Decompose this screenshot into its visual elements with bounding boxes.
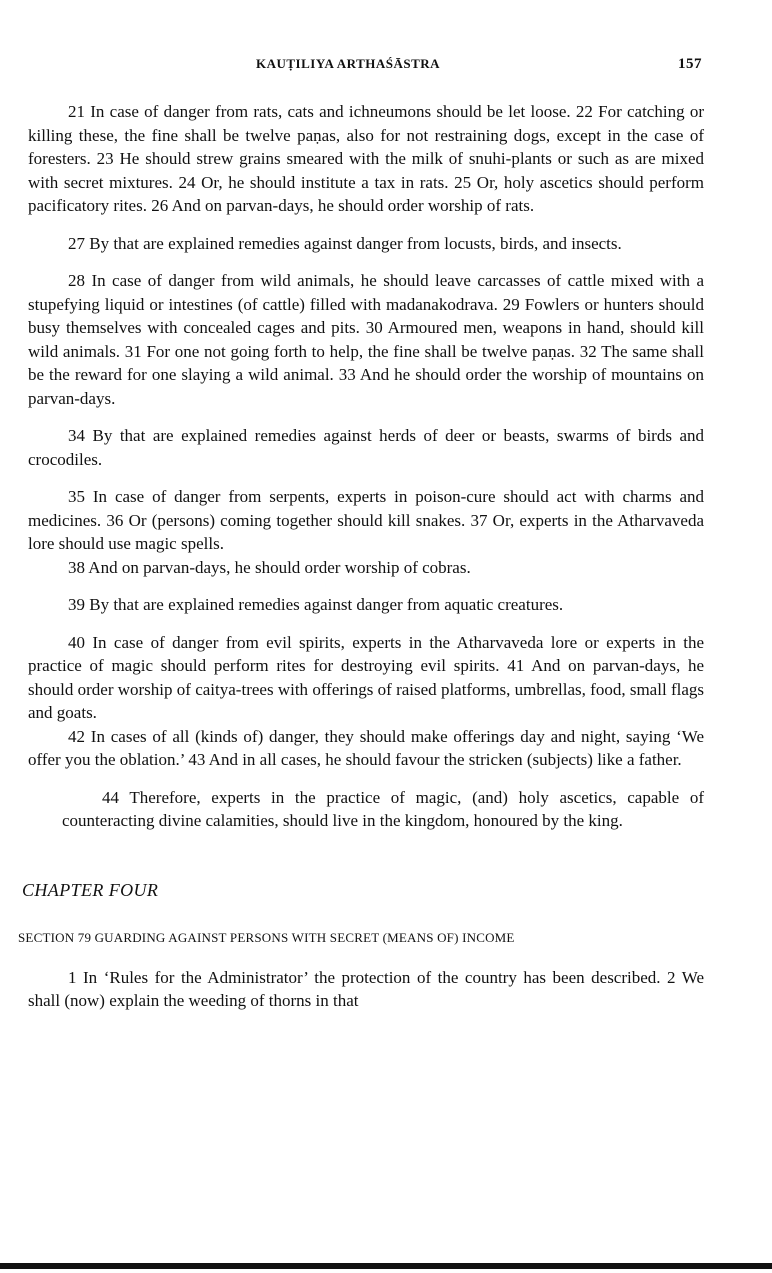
verse-44: 44 Therefore, experts in the practice of magic, (and) holy ascetics, capable of counteracting divine calamities, should live in the kingdom, honoured by the king.: [62, 787, 704, 830]
paragraph-42-43: 42 In cases of all (kinds of) danger, they should make offerings day and night, saying ‘We offer you the oblation.’ 43 And in all cases, he should favour the stricken (subjects) like a father.: [28, 726, 704, 769]
paragraph-40-41: 40 In case of danger from evil spirits, experts in the Atharvaveda lore or experts in the practice of magic should perform rites for destroying evil spirits. 41 And on parvan-days, he should order worship of caitya-trees with offerings of raised platforms, umbrellas, food, small flags and goats.: [28, 632, 704, 722]
running-title: KAUṬILIYA ARTHAŚĀSTRA: [256, 56, 441, 71]
bottom-rule: [0, 1263, 772, 1269]
body-text: [18, 100, 704, 1027]
closing-paragraph: 1 In ‘Rules for the Administrator’ the protection of the country has been described. 2 We shall (now) explain the weeding of thorns in that: [28, 967, 704, 1010]
paragraph-39: 39 By that are explained remedies against danger from aquatic creatures.: [68, 595, 564, 614]
page-number: 157: [678, 56, 702, 72]
paragraph-34: 34 By that are explained remedies against herds of deer or beasts, swarms of birds and crocodiles.: [28, 426, 704, 469]
paragraph-38: 38 And on parvan-days, he should order worship of cobras.: [68, 557, 471, 577]
paragraph-35-37: 35 In case of danger from serpents, experts in poison-cure should act with charms and medicines. 36 Or (persons) coming together should kill snakes. 37 Or, experts in the Atharvaveda lore should use magic spells.: [28, 487, 704, 553]
section-heading: SECTION 79 GUARDING AGAINST PERSONS WITH SECRET (MEANS OF) INCOME: [18, 930, 515, 945]
running-head: [0, 56, 772, 78]
paragraph-28-33: 28 In case of danger from wild animals, he should leave carcasses of cattle mixed with a stupefying liquid or intestines (of cattle) filled with madanakodrava. 29 Fowlers or hunters should busy themselves with concealed cages and pits. 30 Armoured men, weapons in hand, should kill wild animals. 31 For one not going forth to help, the fine shall be twelve paṇas. 32 The same shall be the reward for one slaying a wild animal. 33 And he should order the worship of mountains on parvan-days.: [28, 271, 704, 408]
paragraph-21-26: 21 In case of danger from rats, cats and ichneumons should be let loose. 22 For catching or killing these, the fine shall be twelve paṇas, also for not restraining dogs, except in the case of foresters. 23 He should strew grains smeared with the milk of snuhi-plants or such as are mixed with secret mixtures. 24 Or, he should institute a tax in rats. 25 Or, holy ascetics should perform pacificatory rites. 26 And on parvan-days, he should order worship of rats.: [28, 102, 704, 215]
chapter-heading: CHAPTER FOUR: [22, 879, 159, 900]
paragraph-27: 27 By that are explained remedies against danger from locusts, birds, and insects.: [68, 233, 622, 253]
